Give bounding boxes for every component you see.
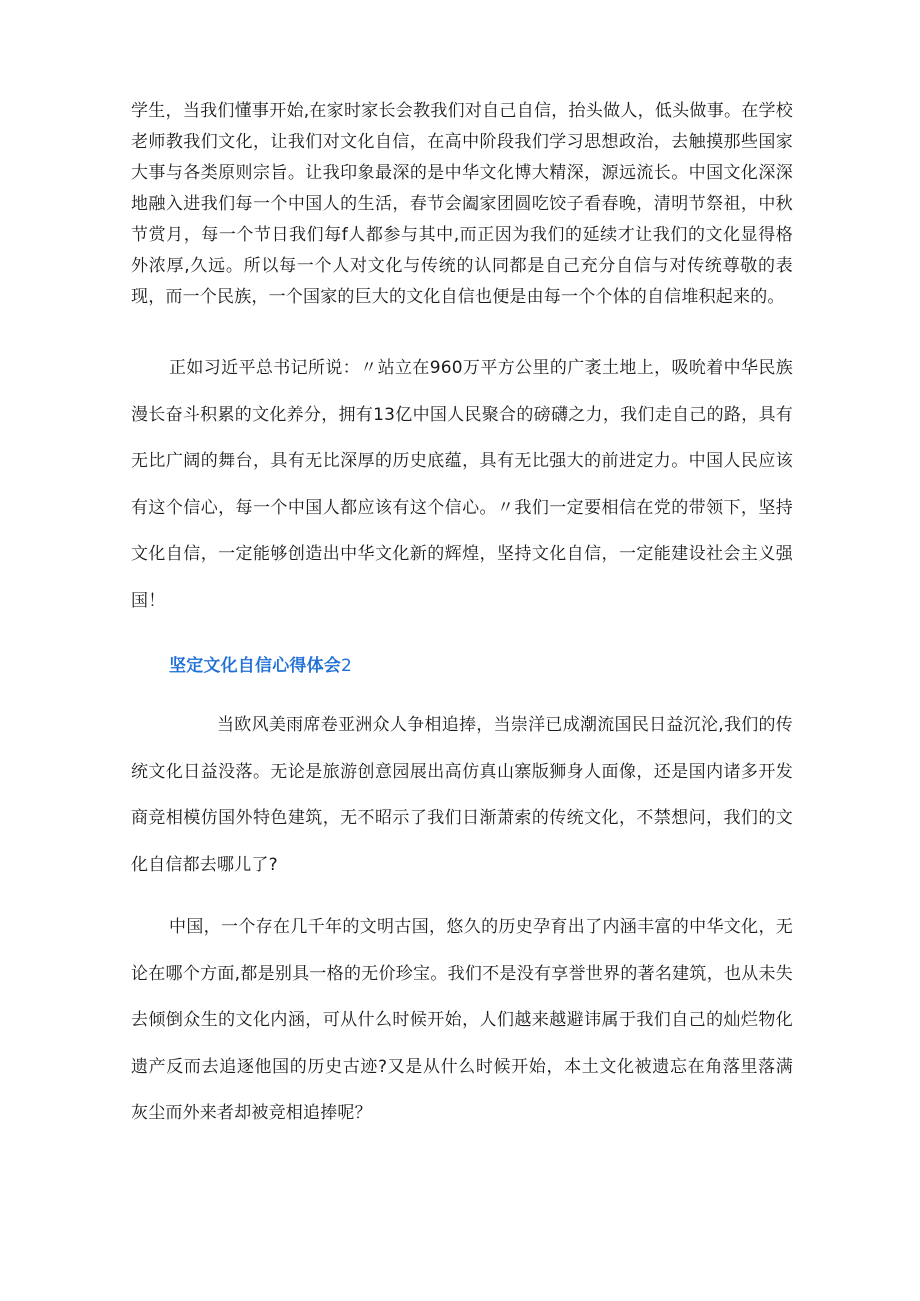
paragraph-quote: 正如习近平总书记所说：〃站立在960万平方公里的广袤土地上，吸吮着中华民族漫长奋斗积累的文化养分，拥有13亿中国人民聚合的磅礴之力，我们走自己的路，具有无比广阔的舞台，具有无比深厚的历史底蕴，具有无比强大的前进定力。中国人民应该有这个信心，每一个中国人都应该有这个信心。〃我们一定要相信在党的带领下，坚持文化自信，一定能够创造出中华文化新的辉煌，坚持文化自信，一定能建设社会主义强国！ <box>131 358 793 611</box>
paragraph-ancient-civilization: 中国，一个存在几千年的文明古国，悠久的历史孕育出了内涵丰富的中华文化，无论在哪个方面,都是别具一格的无价珍宝。我们不是没有享誉世界的著名建筑，也从未失去倾倒众生的文化内涵，可从什么时候开始，人们越来越避讳属于我们自己的灿烂物化遗产反而去追逐他国的历史古迹?又是从什么时候开始，本土文化被遗忘在角落里落满灰尘而外来者却被竞相追捧呢？ <box>131 917 793 1123</box>
paragraph-intro-continuation: 学生，当我们懂事开始,在家时家长会教我们对自己自信，抬头做人，低头做事。在学校老师教我们文化，让我们对文化自信，在高中阶段我们学习思想政治，去触摸那些国家大事与各类原则宗旨。让我印象最深的是中华文化博大精深，源远流长。中国文化深深地融入进我们每一个中国人的生活，春节会阖家团圆吃饺子看春晚，清明节祭祖，中秋节赏月，每一个节日我们每f人都参与其中,而正因为我们的延续才让我们的文化显得格外浓厚,久远。所以每一个人对文化与传统的认同都是自己充分自信与对传统尊敬的表现，而一个民族，一个国家的巨大的文化自信也便是由每一个个体的自信堆积起来的。 <box>131 101 793 307</box>
paragraph-western-influence: 当欧风美雨席卷亚洲众人争相追捧，当崇洋已成潮流国民日益沉沦,我们的传统文化日益没落。无论是旅游创意园展出高仿真山寨版狮身人面像，还是国内诸多开发商竞相模仿国外特色建筑，无不昭示了我们日渐萧索的传统文化，不禁想问，我们的文化自信都去哪儿了? <box>131 715 793 875</box>
section-heading-title: 坚定文化自信心得体会 <box>169 656 341 676</box>
section-heading-number: 2 <box>341 656 353 676</box>
document-page <box>131 96 793 1137</box>
section-heading <box>169 646 793 686</box>
